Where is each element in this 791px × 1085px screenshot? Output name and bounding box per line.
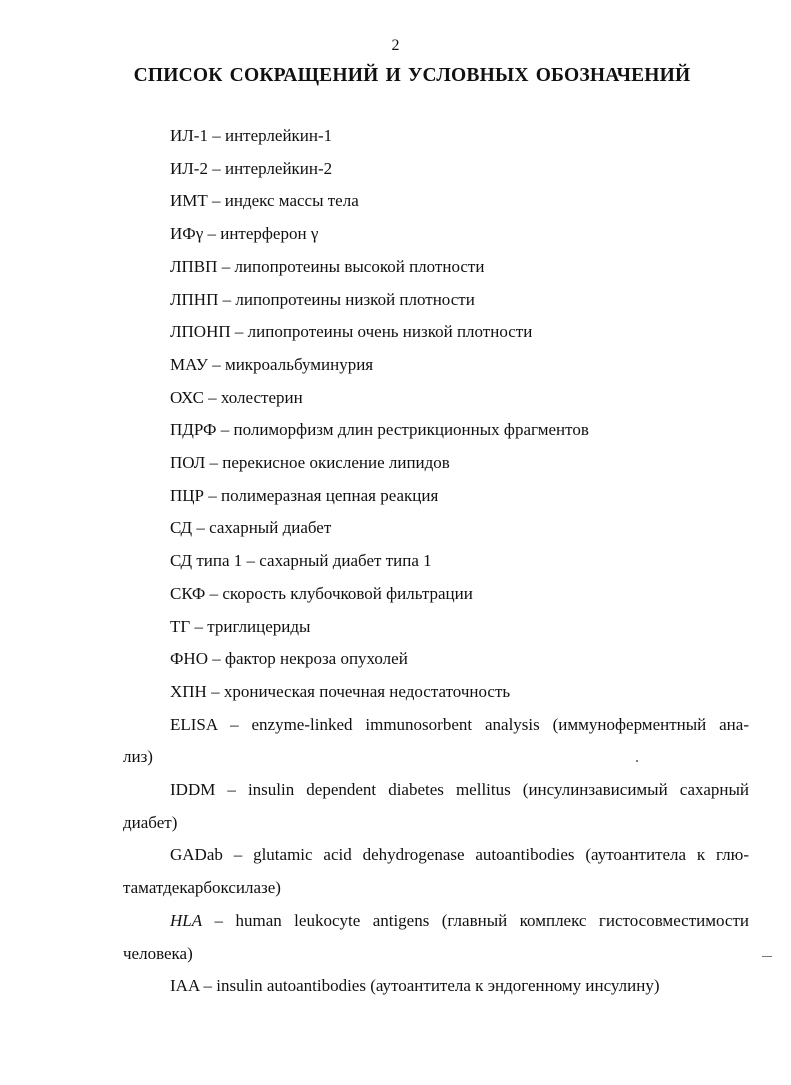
abbreviation-entry: IAA – insulin autoantibodies (аутоантитела к эндогенному инсулину) [170, 976, 660, 996]
abbreviation-entry: ХПН – хроническая почечная недостаточность [170, 681, 511, 701]
abbreviation-entry: СД типа 1 – сахарный диабет типа 1 [170, 551, 432, 571]
abbreviation-entry: ЛПНП – липопротеины низкой плотности [170, 289, 475, 309]
abbreviation-entry: ТГ – триглицериды [170, 616, 311, 636]
abbreviation-entry: ИФγ – интерферон γ [170, 224, 319, 244]
abbreviation-entry: ИМТ – индекс массы тела [170, 191, 359, 211]
abbreviation-entry: ПЦР – полимеразная цепная реакция [170, 485, 439, 505]
abbreviation-entry: ЛПВП – липопротеины высокой плотности [170, 256, 485, 276]
abbreviation-entry-long: HLA – human leukocyte antigens (главный комплекс гистосовместимости человека) [123, 910, 749, 963]
abbreviation-entry: МАУ – микроальбуминурия [170, 354, 374, 374]
margin-mark [762, 956, 772, 957]
abbreviation-entry-long: ELISA – enzyme-linked immunosorbent analysis (иммуноферментный ана- лиз) [123, 714, 749, 767]
abbreviation-entry: СД – сахарный диабет [170, 518, 332, 538]
abbreviation-list [0, 120, 791, 1003]
scan-speck [636, 760, 638, 762]
abbreviation-entry: ИЛ-2 – интерлейкин-2 [170, 158, 333, 178]
abbreviation-entry: ПДРФ – полиморфизм длин рестрикционных фрагментов [170, 420, 589, 440]
abbreviation-entry: СКФ – скорость клубочковой фильтрации [170, 583, 473, 603]
abbreviation-entry: ОХС – холестерин [170, 387, 303, 407]
page-title: СПИСОК СОКРАЩЕНИЙ И УСЛОВНЫХ ОБОЗНАЧЕНИЙ [133, 65, 691, 86]
abbreviation-entry: ИЛ-1 – интерлейкин-1 [170, 126, 333, 145]
abbreviation-entry: ФНО – фактор некроза опухолей [170, 649, 408, 669]
abbreviation-entry: ЛПОНП – липопротеины очень низкой плотности [170, 322, 533, 342]
abbreviation-entry: ПОЛ – перекисное окисление липидов [170, 453, 450, 473]
abbreviation-entry-long: IDDM – insulin dependent diabetes mellitus (инсулинзависимый сахарный диабет) [123, 780, 749, 832]
page-number: 2 [391, 37, 400, 54]
abbreviation-entry-long: GADab – glutamic acid dehydrogenase autoantibodies (аутоантитела к глю- таматдекарбоксилазе) [123, 845, 749, 898]
italic-abbreviation: HLA [170, 910, 203, 930]
